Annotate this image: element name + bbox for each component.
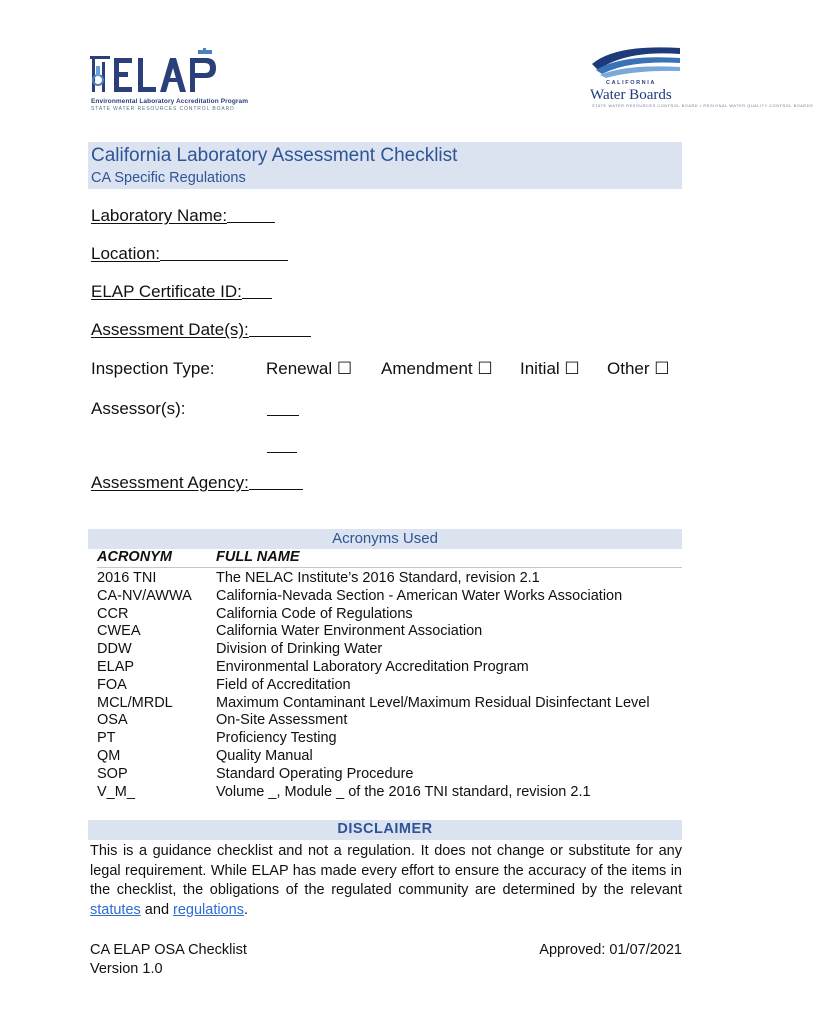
- full-name-cell: California Water Environment Association: [216, 623, 483, 640]
- title-banner: [88, 142, 682, 189]
- water-boards-logo: [586, 44, 813, 116]
- location-blank[interactable]: [160, 259, 288, 261]
- acronym-column-header: ACRONYM: [97, 549, 172, 565]
- amendment-option[interactable]: [381, 359, 493, 379]
- full-name-cell: Proficiency Testing: [216, 730, 337, 747]
- full-name-cell: Field of Accreditation: [216, 676, 351, 693]
- agency-blank[interactable]: [249, 488, 303, 490]
- full-name-cell: Volume _, Module _ of the 2016 TNI standard, revision 2.1: [216, 783, 591, 800]
- location-label: Location:: [91, 244, 160, 263]
- elap-logo: [88, 48, 249, 118]
- acronyms-header: [88, 529, 682, 549]
- full-name-cell: Quality Manual: [216, 748, 313, 764]
- acronym-cell: ELAP: [97, 659, 135, 675]
- page-subtitle: CA Specific Regulations: [91, 170, 246, 186]
- assessor-blank-1[interactable]: [267, 415, 299, 416]
- other-option[interactable]: [607, 359, 670, 379]
- acronym-cell: CWEA: [97, 623, 141, 640]
- full-name-cell: California-Nevada Section - American Water Works Association: [216, 587, 623, 604]
- full-name-cell: The NELAC Institute’s 2016 Standard, revision 2.1: [216, 570, 540, 586]
- initial-label: Initial: [520, 359, 560, 378]
- cert-id-field: [91, 282, 272, 302]
- water-boards-tagline: STATE WATER RESOURCES CONTROL BOARD • REGIONAL WATER QUALITY CONTROL BOARDS: [592, 104, 813, 108]
- acronym-cell: DDW: [97, 641, 132, 658]
- disclaimer-end: .: [243, 901, 248, 918]
- footer-doc-name: CA ELAP OSA Checklist: [90, 942, 247, 958]
- assessors-label: Assessor(s):: [91, 399, 186, 418]
- full-name-cell: Environmental Laboratory Accreditation Program: [216, 659, 529, 675]
- elap-wordmark-graphic: [88, 48, 228, 98]
- acronym-cell: FOA: [97, 676, 127, 693]
- wave-icon: [586, 44, 686, 80]
- other-label: Other: [607, 359, 650, 378]
- renewal-label: Renewal: [266, 359, 333, 378]
- cert-id-label: ELAP Certificate ID:: [91, 282, 242, 301]
- dates-blank[interactable]: [249, 335, 311, 337]
- page-title: California Laboratory Assessment Checklist: [91, 145, 458, 166]
- water-boards-state: CALIFORNIA: [606, 80, 656, 86]
- agency-label: Assessment Agency:: [91, 473, 249, 492]
- inspection-type-label: Inspection Type:: [91, 359, 215, 378]
- table-divider: [97, 567, 682, 568]
- assessor-blank-2[interactable]: [267, 452, 297, 453]
- footer-version: Version 1.0: [90, 961, 163, 977]
- disclaimer-and: and: [140, 901, 174, 918]
- full-name-cell: California Code of Regulations: [216, 605, 413, 622]
- acronym-cell: MCL/MRDL: [97, 694, 173, 711]
- disclaimer-header: [88, 820, 682, 840]
- acronym-cell: PT: [97, 730, 116, 747]
- water-boards-name: Water Boards: [590, 87, 672, 103]
- full-name-cell: Standard Operating Procedure: [216, 765, 414, 782]
- amendment-checkbox[interactable]: ☐: [477, 359, 493, 378]
- full-name-cell: On-Site Assessment: [216, 712, 348, 729]
- agency-field: [91, 473, 303, 493]
- elap-logo-line2: STATE WATER RESOURCES CONTROL BOARD: [91, 106, 235, 112]
- statutes-link[interactable]: statutes: [90, 901, 141, 918]
- acronym-cell: SOP: [97, 765, 128, 782]
- acronym-cell: OSA: [97, 712, 128, 729]
- renewal-checkbox[interactable]: ☐: [336, 359, 353, 378]
- acronym-cell: V_M_: [97, 783, 135, 800]
- lab-name-blank[interactable]: [227, 221, 275, 223]
- footer-approved-date: Approved: 01/07/2021: [539, 942, 682, 958]
- acronyms-heading: Acronyms Used: [332, 530, 438, 547]
- other-checkbox[interactable]: ☐: [654, 359, 670, 378]
- amendment-label: Amendment: [381, 359, 473, 378]
- disclaimer-body: This is a guidance checklist and not a regulation. It does not change or substitute for any legal requirement. While ELAP has made every effort to ensure the accuracy of the items in the checklist, the obligations of the regulated community are determined by the relevant: [90, 843, 682, 898]
- elap-logo-line1: Environmental Laboratory Accreditation Program: [91, 98, 249, 105]
- full-name-cell: Division of Drinking Water: [216, 641, 383, 658]
- full-name-cell: Maximum Contaminant Level/Maximum Residual Disinfectant Level: [216, 694, 650, 711]
- initial-checkbox[interactable]: ☐: [564, 359, 580, 378]
- disclaimer-text: [90, 842, 682, 920]
- full-name-column-header: FULL NAME: [216, 549, 300, 565]
- dates-field: [91, 320, 311, 340]
- dates-label: Assessment Date(s):: [91, 320, 249, 339]
- location-field: [91, 244, 288, 264]
- renewal-option[interactable]: [266, 359, 352, 379]
- disclaimer-heading: DISCLAIMER: [337, 821, 433, 837]
- acronym-cell: CCR: [97, 605, 129, 622]
- lab-name-field: [91, 206, 275, 226]
- acronym-cell: QM: [97, 748, 121, 764]
- acronym-cell: 2016 TNI: [97, 570, 157, 586]
- acronym-cell: CA-NV/AWWA: [97, 587, 192, 604]
- regulations-link[interactable]: regulations: [173, 901, 244, 918]
- initial-option[interactable]: [520, 359, 580, 379]
- lab-name-label: Laboratory Name:: [91, 206, 228, 225]
- cert-id-blank[interactable]: [242, 297, 272, 299]
